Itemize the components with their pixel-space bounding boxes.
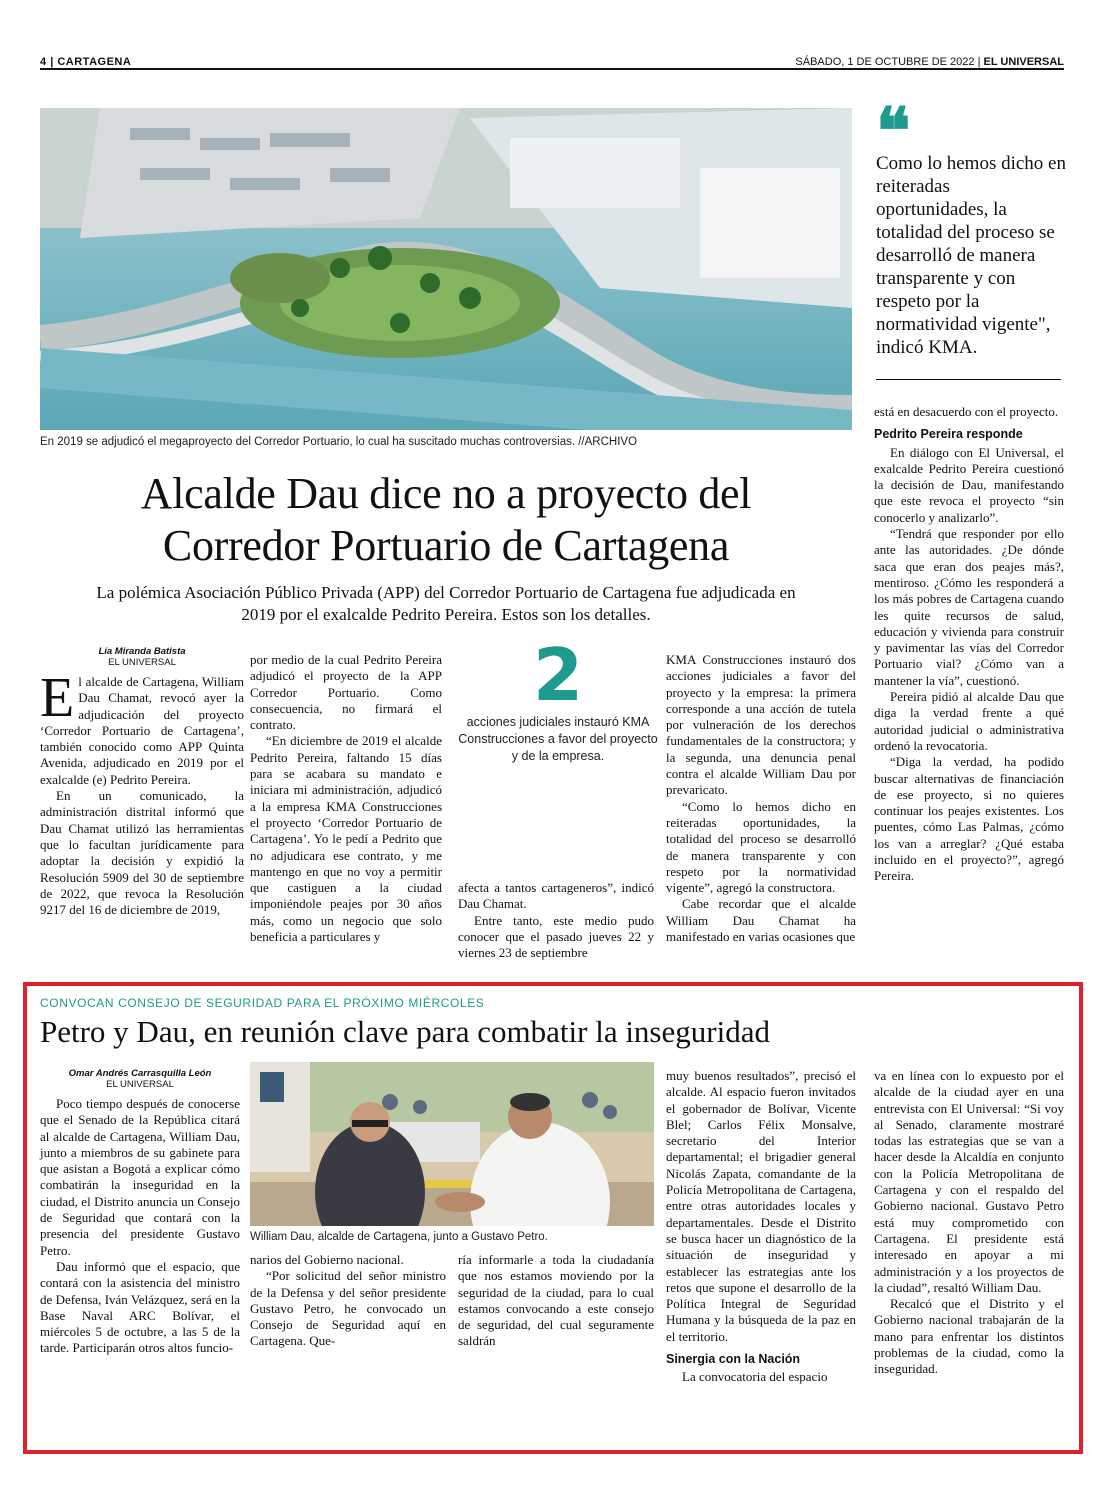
dau-petro-photo [250,1062,654,1226]
author-outlet: EL UNIVERSAL [106,1079,174,1090]
publication-name: EL UNIVERSAL [983,56,1064,68]
header-section: 4 | CARTAGENA [40,56,132,68]
subhead: Sinergia con la Nación [666,1352,801,1367]
section-name: CARTAGENA [57,56,132,68]
paragraph: En un comunicado, la administración distrital informó que Dau Chamat utilizó las herramientas que lo facultan jurídicamente para adoptar la decisión y expidió la Resolución 5909 del 30 de septiembre de 2022, que revoca la Resolución 9217 del 16 de diciembre de 2019, [40,788,244,918]
main-deck: La polémica Asociación Público Privada (APP) del Corredor Portuario de Cartagena fue adjudicada en 2019 por el exalcalde Pedrito Pereira. Estos son los detalles. [96,583,796,624]
paragraph: Pereira pidió al alcalde Dau que diga la verdad frente a qué autoridad judicial o administrativa ordenó la revocatoria. [874,689,1064,753]
main-column-2 [250,652,442,945]
subhead: Pedrito Pereira responde [874,427,1023,442]
fact-number: 2 [532,633,584,717]
fact-box [458,633,658,765]
second-column-1 [40,1068,240,1357]
header-dateline: SÁBADO, 1 DE OCTUBRE DE 2022 | EL UNIVERSAL [795,56,1064,68]
page-header [40,52,1064,70]
paragraph: muy buenos resultados”, precisó el alcalde. Al espacio fueron invitados el gobernador de Bolívar, Vicente Blel; Carlos Félix Monsalve, secretario del Interior departamental; el brigadier general Nicolás Zapata, comandante de la Policía Metropolitana de Cartagena, entre otras autoridades locales y departamentales. Desde el Distrito se busca hacer un diagnóstico de la situación de inseguridad y establecer las estrategias ante los retos que supone el desarrollo de la Política Integral de Seguridad Humana y la búsqueda de la paz en el territorio. [666,1068,856,1344]
paragraph: va en línea con lo expuesto por el alcalde de la ciudad ayer en una entrevista con El Universal: “Si voy al Senado, claramente mostraré todas las estrategias que se van a hacer desde la Alcaldía en conjunto con la Policía Metropolitana de Cartagena y con el respaldo del Gobierno nacional. Gustavo Petro está muy comprometido con Cartagena. El presidente está interesado en apoyar a mi administración y a los proyectos de la ciudad”, resaltó William Dau. [874,1068,1064,1295]
pull-quote-divider [876,379,1061,380]
author-name: Omar Andrés Carrasquilla León [68,1068,212,1079]
paragraph: Dau informó que el espacio, que contará con la asistencia del ministro de Defensa, Iván Velázquez, será en la Base Naval ARC Bolívar, el miércoles 5 de octubre, a las 5 de la tarde. Participarán otros altos funcio- [40,1258,240,1356]
main-headline [40,468,852,572]
drop-cap: E [40,667,75,729]
main-column-1 [40,646,244,918]
paragraph: afecta a tantos cartageneros”, indicó Dau Chamat. [458,880,654,912]
headline-line-2: Corredor Portuario de Cartagena [162,521,730,570]
second-headline: Petro y Dau, en reunión clave para combatir la inseguridad [40,1014,770,1049]
paragraph: “Por solicitud del señor ministro de la Defensa y del señor presidente Gustavo Petro, he convocado un Consejo de Seguridad aquí en Cartagena. Que- [250,1268,446,1349]
paragraph: KMA Construcciones instauró dos acciones judiciales a favor del proyecto y la empresa: la primera corresponde a una acción de tutela por vulneración de los derechos fundamentales de la constructora; y la segunda, una denuncia penal contra el alcalde William Dau por prevaricato. [666,652,856,798]
main-photo-caption: En 2019 se adjudicó el megaproyecto del Corredor Portuario, lo cual ha suscitado muchas controversias. //ARCHIVO [40,436,638,448]
main-column-5 [874,404,1064,885]
paragraph: narios del Gobierno nacional. [250,1252,404,1267]
second-column-2 [250,1252,446,1350]
paragraph: Entre tanto, este medio pudo conocer que el pasado jueves 22 y viernes 23 de septiembre [458,912,654,961]
second-column-4 [666,1068,856,1386]
corredor-portuario-photo [40,108,852,430]
quote-mark-icon: ❝ [876,94,911,169]
page-number: 4 [40,56,47,68]
issue-date: SÁBADO, 1 DE OCTUBRE DE 2022 [795,56,975,68]
paragraph: está en desacuerdo con el proyecto. [874,404,1059,419]
paragraph: “En diciembre de 2019 el alcalde Pedrito Pereira, faltando 15 días para se acabara su mandato e iniciara mi administración, adjudicó a la empresa KMA Construcciones el proyecto ‘Corredor Portuario de Cartagena’. Yo le pedí a Pedrito que no adjudicara ese contrato, y me mantengo en que no voy a permitir que castiguen a la ciudad imponiéndole peajes por 30 años más, como un negocio que solo beneficia a particulares y [250,733,442,945]
paragraph: En diálogo con El Universal, el exalcalde Pedrito Pereira cuestionó la decisión de Dau, manifestando que este revoca el proyecto “sin conocerlo y analizarlo”. [874,444,1064,525]
second-column-3 [458,1252,654,1350]
paragraph: por medio de la cual Pedrito Pereira adjudicó el proyecto de la APP Corredor Portuario. Como consecuencia, no firmará el contrato. [250,652,442,733]
paragraph: “Diga la verdad, ha podido buscar alternativas de financiación de ese proyecto, si no quieres continuar los peajes existentes. Los puentes, cómo Las Palmas, ¿cómo los van a arreglar? ¿Qué estaba incluido en el proyecto?”, agregó Pereira. [874,754,1064,884]
second-column-5 [874,1068,1064,1378]
second-photo-caption: William Dau, alcalde de Cartagena, junto a Gustavo Petro. [250,1231,548,1243]
second-kicker: CONVOCAN CONSEJO DE SEGURIDAD PARA EL PRÓXIMO MIÉRCOLES [40,996,485,1010]
pull-quote-text: Como lo hemos dicho en reiteradas oportunidades, la totalidad del proceso se desarrolló de manera transparente y con respeto por la normatividad vigente", indicó KMA. [876,153,1066,358]
author-name: Lía Miranda Batista [98,646,186,657]
second-byline [40,1068,240,1090]
paragraph: “Como lo hemos dicho en reiteradas oportunidades, la totalidad del proceso se desarrolló de manera transparente y con respeto por la normatividad vigente”, agregó la constructora. [666,798,856,896]
main-byline [40,646,244,668]
headline-line-1: Alcalde Dau dice no a proyecto del [140,469,752,518]
main-column-4 [666,652,856,945]
paragraph: Poco tiempo después de conocerse que el Senado de la República citará al alcalde de Cartagena, William Dau, junto a miembros de su gabinete para que asistan a Bogotá a explicar cómo combatirán la inseguridad en la ciudad, el Distrito anuncia un Consejo de Seguridad que contará con la presencia del presidente Gustavo Petro. [40,1096,240,1258]
fact-label: acciones judiciales instauró KMA Construcciones a favor del proyecto y de la empresa. [458,715,658,763]
paragraph: “Tendrá que responder por ello ante las autoridades. ¿De dónde saca que eran dos peajes más?, mentiroso. ¿Cómo les responderá a los más pobres de Cartagena cuando les quite recursos de salud, educación y vivienda para construir y pavimentar las vías del Corredor Portuario vial? ¿Cómo van a mantener la vía”, cuestionó. [874,526,1064,688]
paragraph: La convocatoria del espacio [682,1369,828,1385]
paragraph: Cabe recordar que el alcalde William Dau Chamat ha manifestado en varias ocasiones que [666,896,856,945]
pull-quote [876,94,1066,380]
main-column-3 [458,880,654,961]
paragraph: El alcalde de Cartagena, William Dau Chamat, revocó ayer la adjudicación del proyecto ‘Corredor Portuario de Cartagena’, también conocido como APP Quinta Avenida, adjudicado en 2019 por el exalcalde (e) Pedrito Pereira. [40,667,244,787]
paragraph: Recalcó que el Distrito y el Gobierno nacional trabajarán de la mano para enfrentar los distintos problemas de la ciudad, como la inseguridad. [874,1296,1064,1377]
author-outlet: EL UNIVERSAL [108,657,176,668]
paragraph: ría informarle a toda la ciudadanía que nos estamos moviendo por la seguridad de la ciudad, para lo cual estamos convocando a este consejo de seguridad, del cual seguramente saldrán [458,1252,654,1349]
